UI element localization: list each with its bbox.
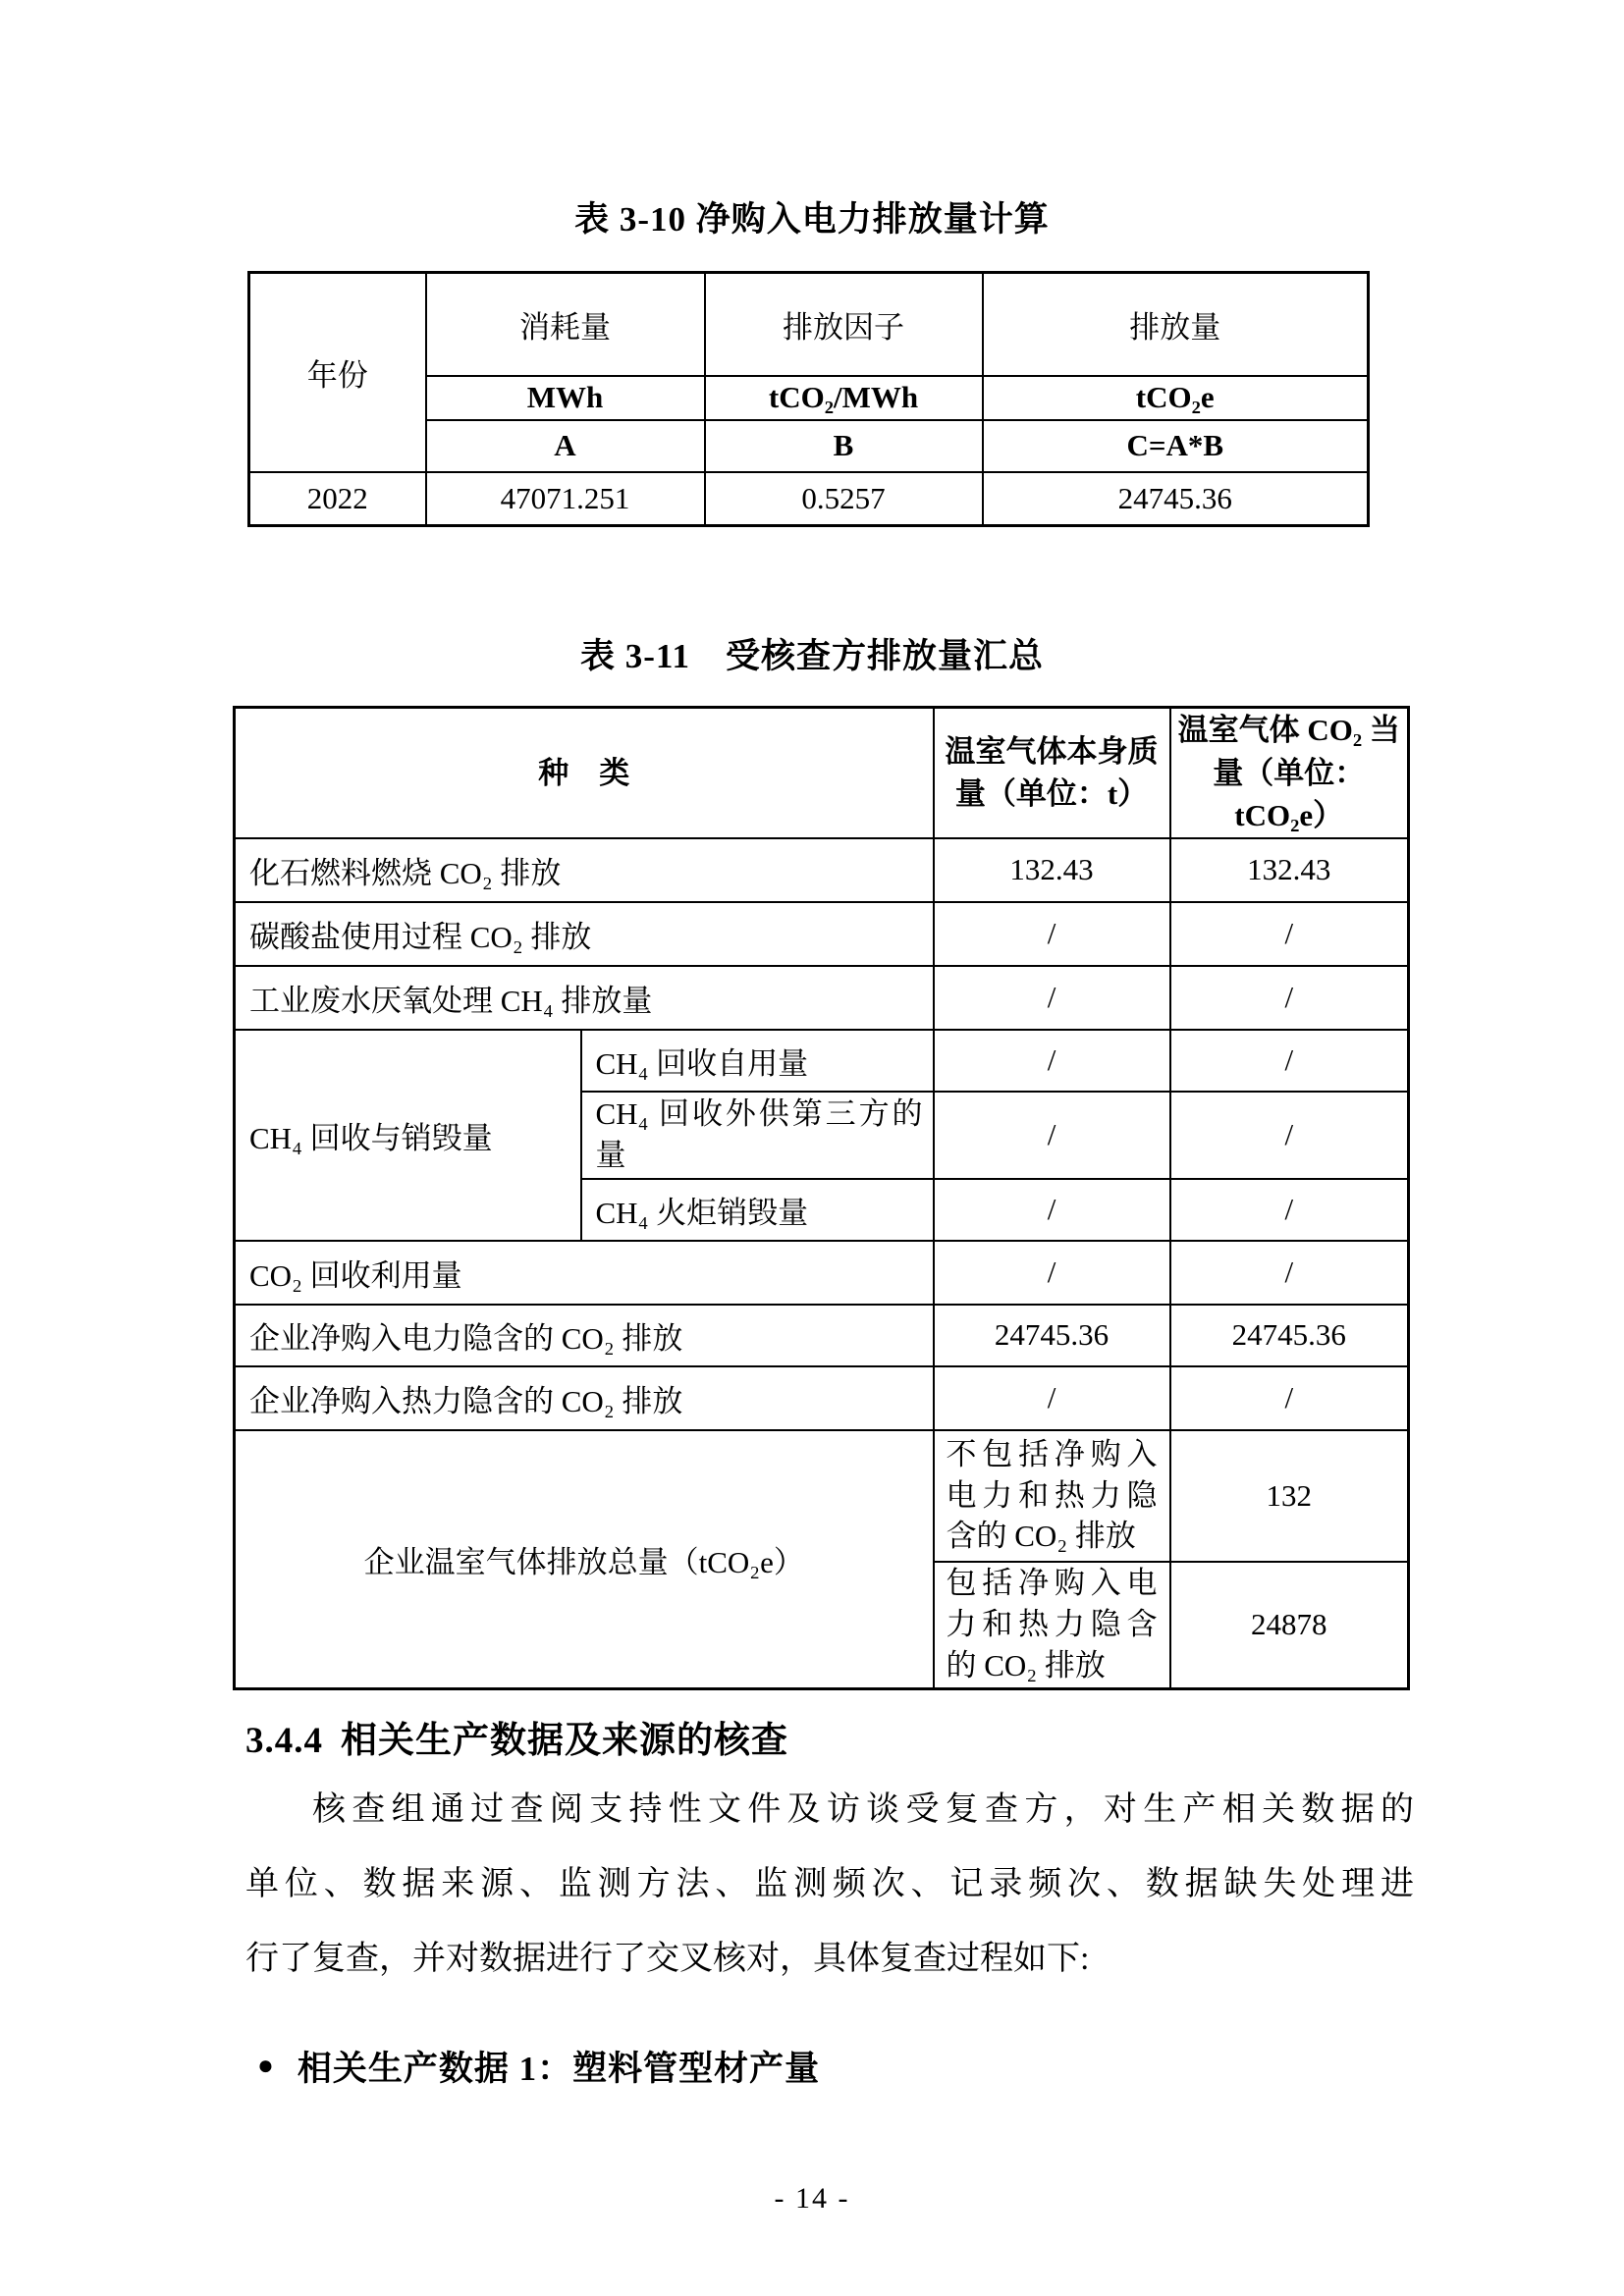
row-label: 碳酸盐使用过程 CO₂ 排放 bbox=[235, 902, 934, 966]
mass-value: / bbox=[934, 1179, 1170, 1241]
row-label: 化石燃料燃烧 CO₂ 排放 bbox=[235, 838, 934, 902]
t10-year-header: 年份 bbox=[249, 273, 426, 472]
t10-consumption-header: 消耗量 bbox=[426, 273, 705, 376]
row-label: 工业废水厌氧处理 CH₄ 排放量 bbox=[235, 966, 934, 1030]
t10-emission-unit: tCO₂e bbox=[983, 376, 1369, 420]
row-label: CO₂ 回收利用量 bbox=[235, 1241, 934, 1305]
co2e-value: 132.43 bbox=[1170, 838, 1409, 902]
mass-value: / bbox=[934, 1241, 1170, 1305]
table-row bbox=[235, 1030, 1409, 1092]
co2e-value: 24745.36 bbox=[1170, 1305, 1409, 1366]
table-row bbox=[235, 1305, 1409, 1366]
sub-row-label: CH₄ 回收自用量 bbox=[581, 1030, 934, 1092]
section-heading bbox=[245, 1710, 1624, 1763]
table-header-row bbox=[235, 708, 1409, 838]
page-number: - 14 - bbox=[774, 2182, 850, 2215]
t10-emission-header: 排放量 bbox=[983, 273, 1369, 376]
table-row bbox=[235, 902, 1409, 966]
table-row bbox=[235, 1366, 1409, 1430]
t10-factor-unit: tCO₂/MWh bbox=[705, 376, 983, 420]
row-label: 企业净购入电力隐含的 CO₂ 排放 bbox=[235, 1305, 934, 1366]
bullet-label: 相关生产数据 1：塑料管型材产量 bbox=[297, 2050, 821, 2088]
sub-row-label: CH₄ 火炬销毁量 bbox=[581, 1179, 934, 1241]
t10-consumption-symbol: A bbox=[426, 420, 705, 472]
table-3-11 bbox=[233, 706, 1410, 1690]
t10-factor-symbol: B bbox=[705, 420, 983, 472]
t11-co2e-header: 温室气体 CO₂ 当量（单位：tCO₂e） bbox=[1170, 708, 1409, 838]
paragraph-line: 核查组通过查阅支持性文件及访谈受复查方，对生产相关数据的 bbox=[312, 1791, 1414, 1828]
body-paragraph bbox=[245, 1773, 1414, 1997]
table-row bbox=[235, 838, 1409, 902]
co2e-value: / bbox=[1170, 1092, 1409, 1179]
t10-emission-formula: C=A*B bbox=[983, 420, 1369, 472]
co2e-value: / bbox=[1170, 1241, 1409, 1305]
mass-value: / bbox=[934, 1030, 1170, 1092]
mass-value: 24745.36 bbox=[934, 1305, 1170, 1366]
t10-factor-header: 排放因子 bbox=[705, 273, 983, 376]
paragraph-line: 行了复查，并对数据进行了交叉核对，具体复查过程如下: bbox=[245, 1941, 1090, 1977]
co2e-value: / bbox=[1170, 902, 1409, 966]
ch4-group-label: CH₄ 回收与销毁量 bbox=[235, 1030, 581, 1241]
t10-consumption-value: 47071.251 bbox=[426, 472, 705, 526]
mass-value: / bbox=[934, 902, 1170, 966]
t11-mass-header: 温室气体本身质量（单位：t） bbox=[934, 708, 1170, 838]
total-sub-label: 不包括净购入电力和热力隐含的 CO₂ 排放 bbox=[934, 1430, 1170, 1562]
paragraph-line: 单位、数据来源、监测方法、监测频次、记录频次、数据缺失处理进 bbox=[245, 1866, 1414, 1902]
co2e-value: / bbox=[1170, 1030, 1409, 1092]
mass-value: / bbox=[934, 1366, 1170, 1430]
total-sub-value: 24878 bbox=[1170, 1562, 1409, 1689]
row-label: 企业净购入热力隐含的 CO₂ 排放 bbox=[235, 1366, 934, 1430]
co2e-value: / bbox=[1170, 966, 1409, 1030]
bullet-icon: ● bbox=[257, 2051, 274, 2081]
total-group-label: 企业温室气体排放总量（tCO₂e） bbox=[235, 1430, 934, 1689]
t10-year-value: 2022 bbox=[249, 472, 426, 526]
table-row bbox=[235, 966, 1409, 1030]
table-3-10 bbox=[247, 271, 1370, 527]
table-row bbox=[235, 1430, 1409, 1562]
sub-row-label: CH₄ 回收外供第三方的量 bbox=[581, 1092, 934, 1179]
bullet-item bbox=[257, 2042, 1624, 2091]
total-sub-label: 包括净购入电力和热力隐含的 CO₂ 排放 bbox=[934, 1562, 1170, 1689]
mass-value: 132.43 bbox=[934, 838, 1170, 902]
total-sub-value: 132 bbox=[1170, 1430, 1409, 1562]
t11-category-header: 种 类 bbox=[235, 708, 934, 838]
t10-factor-value: 0.5257 bbox=[705, 472, 983, 526]
table-row bbox=[249, 273, 1369, 376]
t10-consumption-unit: MWh bbox=[426, 376, 705, 420]
table-row bbox=[249, 472, 1369, 526]
section-title: 相关生产数据及来源的核查 bbox=[341, 1721, 788, 1761]
table-row bbox=[235, 1241, 1409, 1305]
co2e-value: / bbox=[1170, 1366, 1409, 1430]
section-number: 3.4.4 bbox=[245, 1721, 323, 1761]
mass-value: / bbox=[934, 966, 1170, 1030]
t10-emission-value: 24745.36 bbox=[983, 472, 1369, 526]
table-3-10-title: 表 3-10 净购入电力排放量计算 bbox=[574, 200, 1050, 239]
mass-value: / bbox=[934, 1092, 1170, 1179]
table-3-11-title: 表 3-11 受核查方排放量汇总 bbox=[580, 637, 1044, 675]
co2e-value: / bbox=[1170, 1179, 1409, 1241]
